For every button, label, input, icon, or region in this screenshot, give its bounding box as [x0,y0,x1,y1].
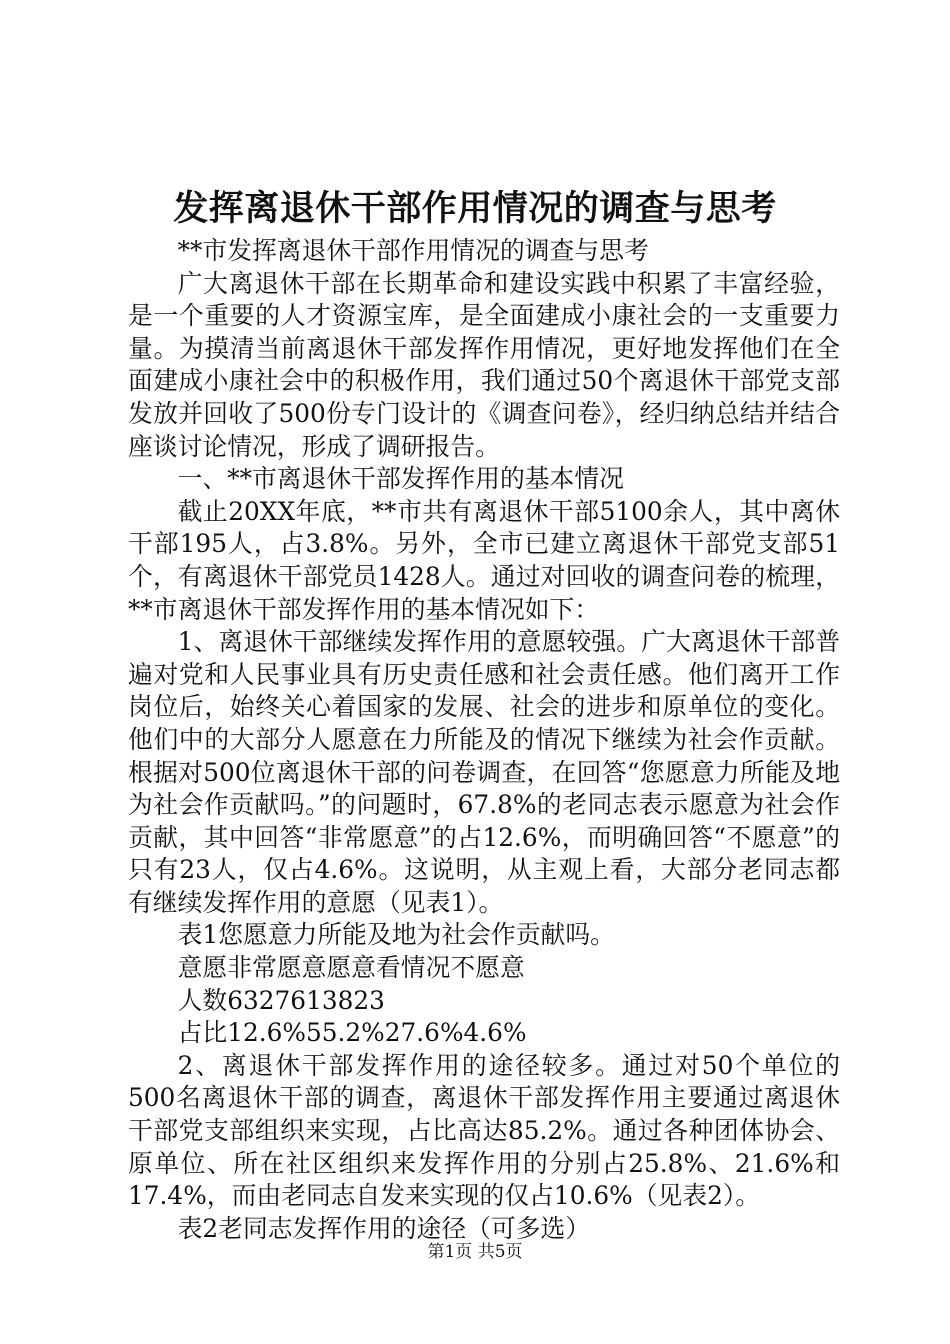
table-1-count-row: 人数6327613823 [177,985,385,1015]
document-title: 发挥离退休干部作用情况的调查与思考 [173,188,777,229]
point-2-paragraph: 2、离退休干部发挥作用的途径较多。通过对50个单位的500名离退休干部的调查，离退休干部发挥作用主要通过离退休干部党支部组织来实现，占比高达85.2%。通过各种团体协会、原单位、所在社区组织来发挥作用的分别占25.8%、21.6%和17.4%，而由老同志自发来实现的仅占10.6%（见表2）。 [128,1050,840,1211]
intro-paragraph: 广大离退休干部在长期革命和建设实践中积累了丰富经验，是一个重要的人才资源宝库，是全面建成小康社会的一支重要力量。为摸清当前离退休干部发挥作用情况，更好地发挥他们在全面建成小康社会中的积极作用，我们通过50个离退休干部党支部发放并回收了500份专门设计的《调查问卷》，经归纳总结并结合座谈讨论情况，形成了调研报告。 [128,268,840,461]
document-body [128,235,840,1245]
table-1-ratio-row: 占比12.6%55.2%27.6%4.6% [177,1018,527,1048]
point-1-paragraph: 1、离退休干部继续发挥作用的意愿较强。广大离退休干部普遍对党和人民事业具有历史责任感和社会责任感。他们离开工作岗位后，始终关心着国家的发展、社会的进步和原单位的变化。他们中的大部分人愿意在力所能及的情况下继续为社会作贡献。根据对500位离退休干部的问卷调查，在回答“您愿意力所能及地为社会作贡献吗。”的问题时，67.8%的老同志表示愿意为社会作贡献，其中回答“非常愿意”的占12.6%，而明确回答“不愿意”的只有23人，仅占4.6%。这说明，从主观上看，大部分老同志都有继续发挥作用的意愿（见表1）。 [128,627,840,917]
page-number-footer: 第1页 共5页 [427,1242,523,1262]
overview-paragraph: 截止20XX年底，**市共有离退休干部5100余人，其中离休干部195人，占3.8%。另外，全市已建立离退休干部党支部51个，有离退休干部党员1428人。通过对回收的调查问卷的梳理，**市离退休干部发挥作用的基本情况如下： [128,496,840,624]
table-2-caption: 表2老同志发挥作用的途径（可多选） [177,1213,591,1243]
subtitle-paragraph: **市发挥离退休干部作用情况的调查与思考 [177,236,649,265]
table-1-caption: 表1您愿意力所能及地为社会作贡献吗。 [177,920,615,950]
section-heading-1: 一、**市离退休干部发挥作用的基本情况 [177,464,624,494]
table-1-header-row: 意愿非常愿意愿意看情况不愿意 [177,953,525,983]
